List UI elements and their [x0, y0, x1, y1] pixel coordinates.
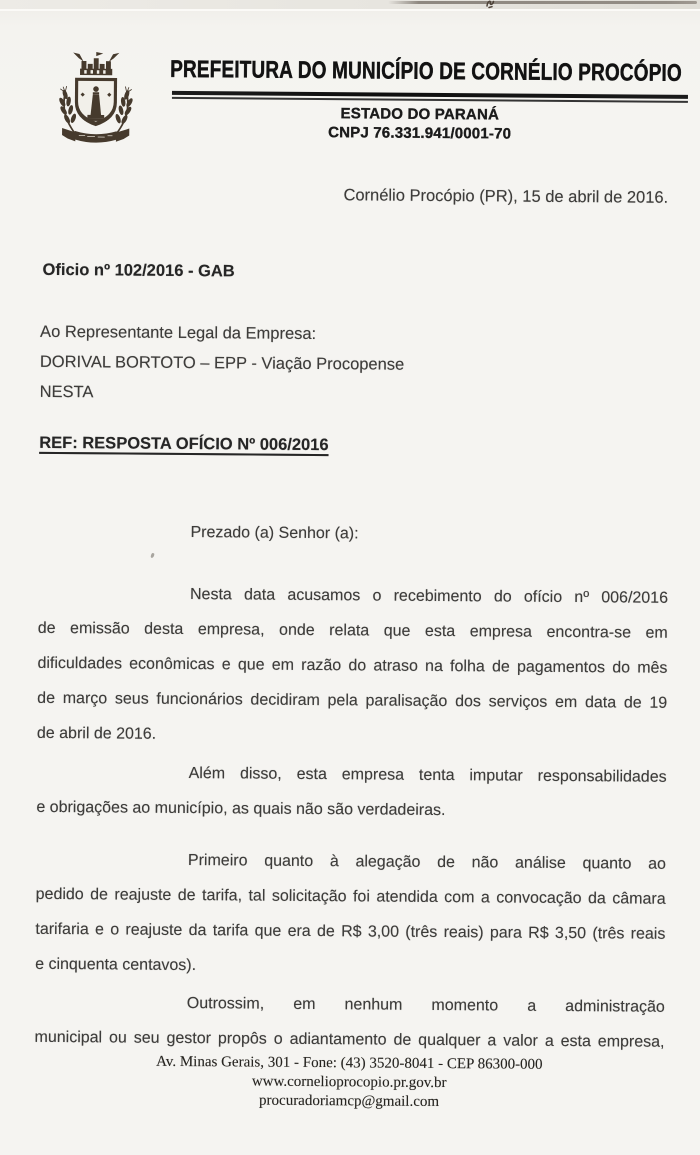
- paragraph-line: Nesta data acusamos o recebimento do ofício nº 006/2016: [189, 586, 669, 607]
- paragraph-line: e obrigações ao município, as quais não são verdadeiras.: [36, 798, 446, 820]
- paragraph-3: [35, 842, 666, 987]
- document-number: Oficio nº 102/2016 - GAB: [42, 260, 235, 281]
- reference-line: REF: RESPOSTA OFÍCIO Nº 006/2016: [39, 433, 329, 455]
- emblem-crown: [73, 52, 119, 75]
- recipient-city: NESTA: [39, 382, 94, 402]
- paragraph-4: [34, 985, 665, 1060]
- paragraph-line: dificuldades econômicas e que em razão do atraso na folha de pagamentos do mês: [37, 654, 668, 677]
- footer-address: Av. Minas Gerais, 301 - Fone: (43) 3520-8041 - CEP 86300-000: [156, 1053, 543, 1073]
- paragraph-line: pedido de reajuste de tarifa, tal solicitação foi atendida com a convocação da câmara: [35, 885, 666, 908]
- paragraph-line: de emissão desta empresa, onde relata que esta empresa encontra-se em: [37, 619, 668, 642]
- paragraph-line: municipal ou seu gestor propôs o adiantamento de qualquer a valor a esta empresa,: [34, 1028, 665, 1051]
- emblem-shield: [75, 78, 117, 127]
- letter-body: [34, 514, 668, 1060]
- paragraph-2: [36, 755, 667, 830]
- paragraph-line: Primeiro quanto à alegação de não análise quanto ao: [187, 852, 667, 873]
- salutation: Prezado (a) Senhor (a):: [190, 524, 359, 543]
- footer-email: procuradoriamcp@gmail.com: [259, 1092, 440, 1111]
- paragraph-1: [37, 576, 668, 756]
- header-state-line: ESTADO DO PARANÁ: [340, 105, 500, 124]
- paragraph-line: de abril de 2016.: [36, 724, 157, 743]
- paragraph-line: de março seus funcionários decidiram pela paralisação dos serviços em data de 19: [37, 689, 668, 712]
- emblem-wheat-branch: [58, 86, 77, 133]
- header-cnpj-line: CNPJ 76.331.941/0001-70: [328, 124, 512, 143]
- coat-of-arms-icon: [54, 50, 139, 151]
- recipient-intro: Ao Representante Legal da Empresa:: [40, 322, 317, 344]
- paragraph-line: Outrossim, em nenhum momento a administração: [186, 995, 665, 1016]
- paragraph-line: e cinquenta centavos).: [35, 955, 197, 975]
- header-divider: [172, 91, 688, 103]
- dateline: Cornélio Procópio (PR), 15 de abril de 2016.: [343, 186, 669, 207]
- paragraph-line: Além disso, esta empresa tenta imputar responsabilidades: [188, 765, 667, 786]
- recipient-block: [40, 317, 405, 410]
- header-title: PREFEITURA DO MUNICÍPIO DE CORNÉLIO PROCÓPIO: [170, 55, 682, 87]
- footer-block: [34, 1052, 664, 1114]
- footer-website: www.cornelioprocopio.pr.gov.br: [251, 1073, 447, 1092]
- paragraph-line: tarifaria e o reajuste da tarifa que era de R$ 3,00 (três reais) para R$ 3,50 (três reais: [35, 920, 666, 943]
- recipient-company: DORIVAL BORTOTO – EPP - Viação Procopense: [39, 352, 405, 374]
